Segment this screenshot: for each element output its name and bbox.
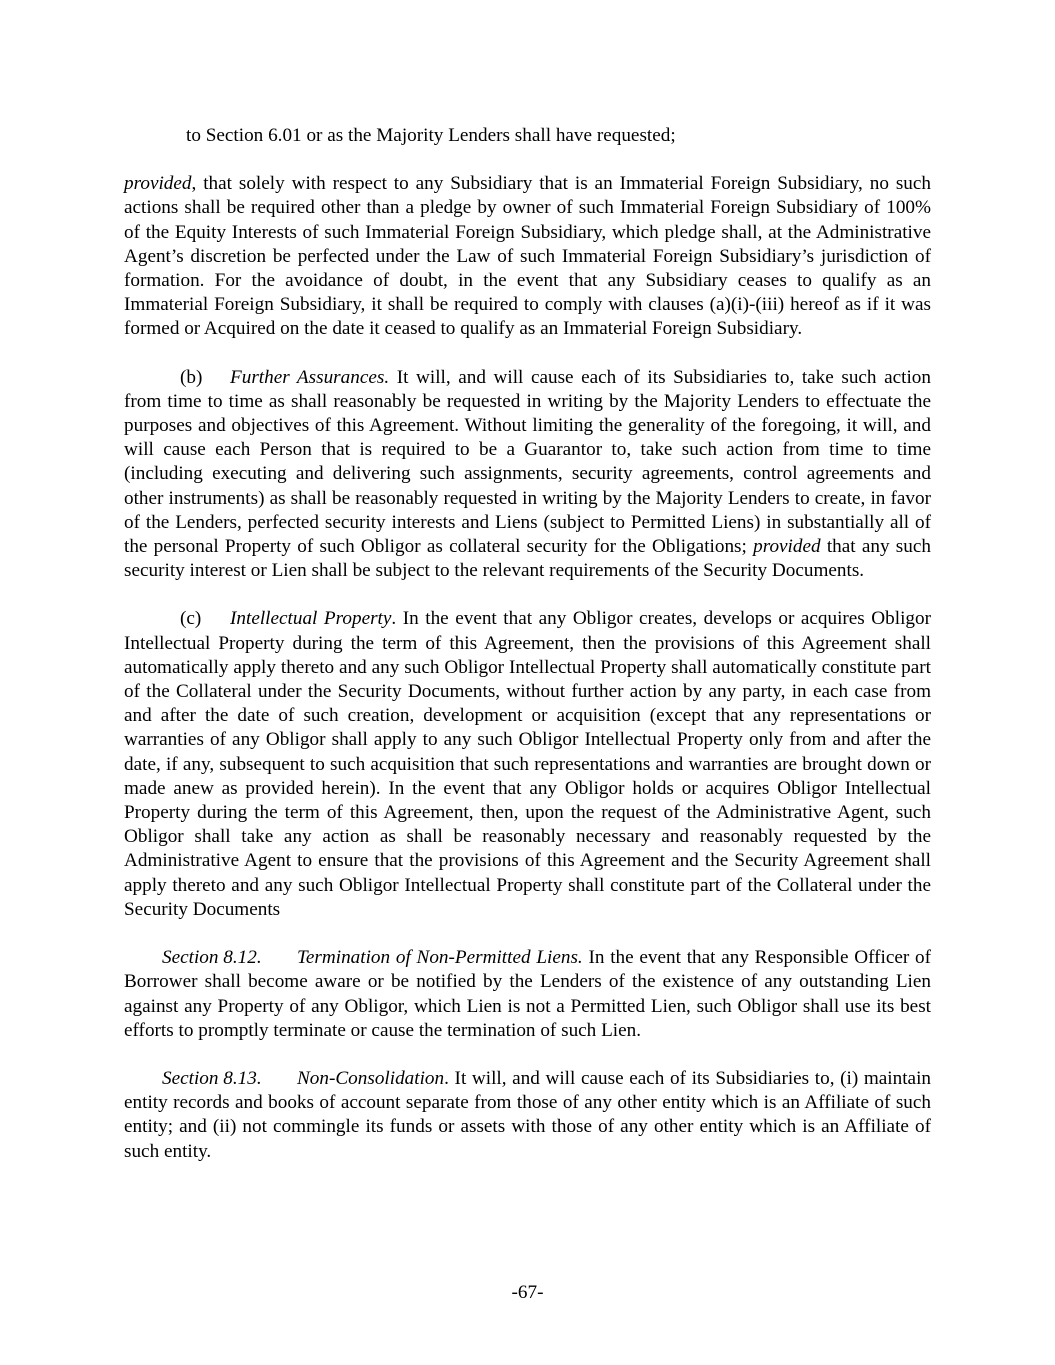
section-8-12-paragraph <box>124 946 931 1043</box>
page-number: -67- <box>511 1282 544 1303</box>
clause-b-text-1: It will, and will cause each of its Subsidiaries to, take such action from time to time as shall reasonably be requested in writing by the Majority Lenders to effectuate the purposes and objectives of this Agreement. Without limiting the generality of the foregoing, it will, and will cause each Person that is required to be a Guarantor to, take such action from time to time (including executing and delivering such assignments, security agreements, control agreements and other instruments) as shall be reasonably requested in writing by the Majority Lenders to create, in favor of the Lenders, perfected security interests and Liens (subject to Permitted Liens) in substantially all of the personal Property of such Obligor as collateral security for the Obligations; <box>124 366 931 558</box>
clause-c-label: (c) <box>180 608 202 630</box>
clause-b-label: (b) <box>180 366 203 388</box>
clause-b-heading: Further Assurances. <box>230 366 390 388</box>
section-8-12-heading: Termination of Non-Permitted Liens. <box>297 947 583 969</box>
clause-b-text-2: that any such security interest or Lien shall be subject to the relevant requirements of the Security Documents. <box>124 536 931 582</box>
clause-c-heading: Intellectual Property <box>230 608 392 630</box>
continuation-line: to Section 6.01 or as the Majority Lenders shall have requested; <box>186 125 676 146</box>
clause-b-paragraph <box>124 366 931 584</box>
proviso-text: , that solely with respect to any Subsidiary that is an Immaterial Foreign Subsidiary, no such actions shall be required other than a pledge by owner of such Immaterial Foreign Subsidiary of 100% of the Equity Interests of such Immaterial Foreign Subsidiary, which pledge shall, at the Administrative Agent’s discretion be perfected under the Law of such Immaterial Foreign Subsidiary’s jurisdiction of formation. For the avoidance of doubt, in the event that any Subsidiary ceases to qualify as an Immaterial Foreign Subsidiary, it shall be required to comply with clauses (a)(i)-(iii) hereof as if it was formed or Acquired on the date it ceased to qualify as an Immaterial Foreign Subsidiary. <box>124 173 931 340</box>
section-8-13-text: . It will, and will cause each of its Subsidiaries to, (i) maintain entity records and books of account separate from those of any other entity which is an Affiliate of such entity; and (ii) not commingle its funds or assets with those of any other entity which is an Affiliate of such entity. <box>124 1067 931 1162</box>
section-8-13-paragraph <box>124 1067 931 1164</box>
proviso-paragraph <box>124 172 931 341</box>
document-page <box>124 124 931 1188</box>
section-8-12-number: Section 8.12. <box>162 947 262 969</box>
section-8-12-text: In the event that any Responsible Officer of Borrower shall become aware or be notified by the Lenders of the existence of any outstanding Lien against any Property of any Obligor, which Lien is not a Permitted Lien, such Obligor shall use its best efforts to promptly terminate or cause the termination of such Lien. <box>124 947 931 1041</box>
proviso-lead: provided <box>124 173 192 195</box>
clause-b-provided: provided <box>753 536 821 558</box>
section-8-13-heading: Non-Consolidation <box>297 1067 445 1089</box>
section-8-13-number: Section 8.13. <box>162 1067 262 1089</box>
clause-c-paragraph <box>124 607 931 922</box>
clause-c-text: . In the event that any Obligor creates, develops or acquires Obligor Intellectual Property during the term of this Agreement, then the provisions of this Agreement shall automatically apply thereto and any such Obligor Intellectual Property shall automatically constitute part of the Collateral under the Security Documents, without further action by any party, in each case from and after the date of such creation, development or acquisition (except that any representations or warranties of any Obligor shall apply to any such Obligor Intellectual Property only from and after the date, if any, subsequent to such acquisition that such representations and warranties are brought down or made anew as provided herein). In the event that any Obligor holds or acquires Obligor Intellectual Property during the term of this Agreement, then, upon the request of the Administrative Agent, such Obligor shall take any action as shall be reasonably necessary and reasonably requested by the Administrative Agent to ensure that the provisions of this Agreement and the Security Agreement shall apply thereto and any such Obligor Intellectual Property shall constitute part of the Collateral under the Security Documents <box>124 608 931 920</box>
